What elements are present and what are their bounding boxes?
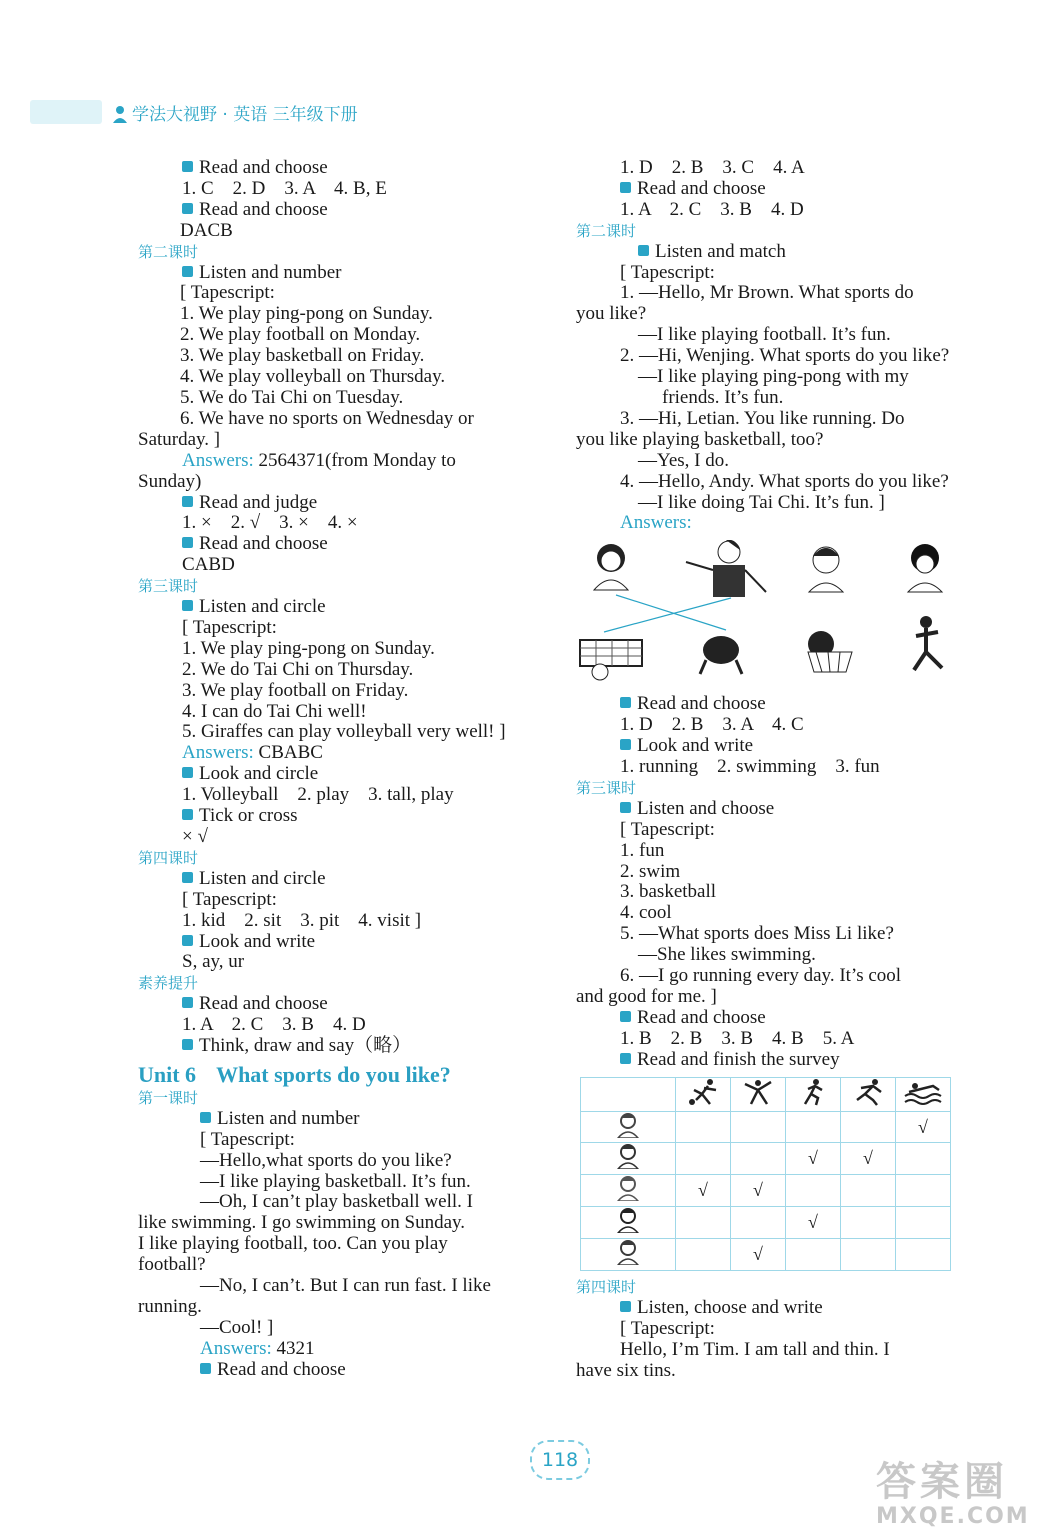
text-line: 1. A 2. C 3. B 4. D (620, 198, 804, 220)
text-line: 1. fun (620, 839, 665, 861)
answers-label: Answers: (620, 512, 692, 534)
survey-cell (786, 1111, 841, 1143)
text-line: football? (138, 1254, 206, 1276)
exercise-heading (138, 1360, 538, 1381)
text-line: —I like playing football. It’s fun. (638, 324, 891, 346)
exercise-heading (138, 534, 538, 555)
bullet-square-icon (182, 537, 193, 548)
exercise-heading-text: Listen and circle (199, 867, 326, 889)
survey-cell: √ (786, 1143, 841, 1175)
text-line: 1. D 2. B 3. A 4. C (620, 714, 804, 736)
basketball-player-icon (731, 1077, 786, 1111)
answers-value: CBABC (253, 742, 323, 764)
text-line: —I like playing basketball. It’s fun. (200, 1170, 471, 1192)
bullet-square-icon (200, 1363, 211, 1374)
andy-figure (908, 544, 942, 592)
exercise-heading-text: Tick or cross (199, 805, 298, 827)
listen-and-match-figure (576, 540, 970, 690)
text-line: [ Tapescript: (182, 888, 277, 910)
survey-row (581, 1143, 951, 1175)
child-avatar-icon (581, 1175, 676, 1207)
bullet-square-icon (638, 245, 649, 256)
exercise-heading (576, 736, 970, 757)
text-line: —I like playing ping-pong with my (638, 366, 909, 388)
exercise-heading (138, 764, 538, 785)
answers-label: Answers: (182, 449, 254, 471)
text-line: 1. We play ping-pong on Sunday. (182, 637, 435, 659)
exercise-heading (138, 263, 538, 284)
exercise-heading-text: Read and choose (637, 693, 766, 715)
text-line: S, ay, ur (182, 951, 245, 973)
exercise-heading-text: Read and choose (217, 1358, 346, 1380)
exercise-heading-text: Listen, choose and write (637, 1296, 823, 1318)
answers-line (138, 451, 538, 472)
lesson-heading: 第一课时 (138, 1088, 199, 1107)
exercise-heading (138, 158, 538, 179)
text-line: 4. cool (620, 902, 672, 924)
bullet-square-icon (182, 203, 193, 214)
child-avatar-icon (581, 1239, 676, 1271)
survey-cell (841, 1239, 896, 1271)
exercise-heading-text: Read and choose (637, 1006, 766, 1028)
text-line: running. (138, 1295, 202, 1317)
survey-row (581, 1111, 951, 1143)
exercise-heading-text: Read and choose (199, 157, 328, 178)
text-line: 2. swim (620, 860, 681, 882)
watermark-url: MXQE.COM (876, 1504, 1030, 1529)
text-line: 1. running 2. swimming 3. fun (620, 756, 880, 778)
text-line: [ Tapescript: (620, 1317, 715, 1339)
answers-value: 4321 (271, 1337, 315, 1359)
exercise-heading (138, 493, 538, 514)
survey-cell (896, 1239, 951, 1271)
survey-row (581, 1207, 951, 1239)
bullet-square-icon (182, 1039, 193, 1050)
exercise-heading-text: Listen and match (655, 240, 786, 262)
text-line: —Cool! ] (200, 1316, 274, 1338)
exercise-heading (138, 1109, 538, 1130)
exercise-heading-text: Listen and number (199, 261, 342, 283)
text-line: 1. D 2. B 3. C 4. A (620, 157, 805, 178)
survey-cell (676, 1143, 731, 1175)
basketball-hoop-icon (808, 631, 852, 672)
text-line: —She likes swimming. (638, 944, 816, 966)
sprinter-icon (841, 1077, 896, 1111)
bullet-square-icon (620, 1011, 631, 1022)
child-avatar-icon (581, 1111, 676, 1143)
bullet-square-icon (620, 1301, 631, 1312)
text-line: 3. basketball (620, 881, 717, 903)
exercise-heading (576, 179, 970, 200)
text-line: —No, I can’t. But I can run fast. I like (200, 1275, 491, 1297)
unit-name: What sports do you like? (216, 1061, 451, 1087)
text-line: CABD (182, 554, 235, 576)
unit-number: Unit 6 (138, 1061, 197, 1087)
text-line: 1. × 2. √ 3. × 4. × (182, 512, 358, 534)
bullet-square-icon (182, 809, 193, 820)
lesson-heading: 素养提升 (138, 974, 199, 993)
survey-cell: √ (841, 1143, 896, 1175)
text-line: [ Tapescript: (620, 818, 715, 840)
text-line: 1. Volleyball 2. play 3. tall, play (182, 784, 454, 806)
lesson-heading: 第二课时 (576, 221, 637, 240)
exercise-heading-text: Look and write (199, 930, 316, 952)
text-line: Hello, I’m Tim. I am tall and thin. I (620, 1338, 890, 1360)
text-line: 5. We do Tai Chi on Tuesday. (180, 386, 404, 408)
survey-cell (841, 1175, 896, 1207)
text-line: Sunday) (138, 470, 202, 492)
exercise-heading (138, 200, 538, 221)
text-line: 4. I can do Tai Chi well! (182, 700, 367, 722)
text-line: 6. —I go running every day. It’s cool (620, 965, 902, 987)
text-line: 3. —Hi, Letian. You like running. Do (620, 407, 905, 429)
header-decoration (30, 100, 102, 124)
exercise-heading-text: Read and choose (199, 198, 328, 220)
text-line: [ Tapescript: (200, 1128, 295, 1150)
survey-cell (731, 1111, 786, 1143)
bullet-square-icon (182, 872, 193, 883)
header-title: 学法大视野 · 英语 三年级下册 (132, 105, 358, 125)
survey-cell (896, 1143, 951, 1175)
exercise-heading (576, 799, 970, 820)
text-line: DACB (180, 219, 233, 241)
bullet-square-icon (620, 1053, 631, 1064)
tai-chi-figure-icon (914, 616, 942, 670)
survey-cell (676, 1111, 731, 1143)
exercise-heading (138, 597, 538, 618)
swimmer-icon (896, 1077, 951, 1111)
survey-cell (896, 1207, 951, 1239)
exercise-heading-text: Listen and choose (637, 797, 775, 819)
exercise-heading-text: Read and finish the survey (637, 1048, 840, 1070)
exercise-heading (576, 1008, 970, 1029)
text-line: [ Tapescript: (620, 261, 715, 283)
bullet-square-icon (182, 935, 193, 946)
text-line: I like playing football, too. Can you play (138, 1233, 448, 1255)
lesson-heading: 第四课时 (576, 1278, 637, 1297)
football-goal-icon (580, 640, 642, 680)
answers-label: Answers: (200, 1337, 272, 1359)
mr-brown-figure (686, 540, 766, 597)
bullet-square-icon (620, 739, 631, 750)
text-line: Saturday. ] (138, 428, 221, 450)
survey-cell (841, 1207, 896, 1239)
text-line: 1. We play ping-pong on Sunday. (180, 303, 433, 325)
exercise-heading-text: Think, draw and say（略） (199, 1035, 412, 1057)
text-line: 2. We play football on Monday. (180, 324, 421, 346)
page-number: 118 (530, 1440, 590, 1480)
survey-cell: √ (731, 1239, 786, 1271)
match-line (604, 598, 731, 632)
text-line: 1. kid 2. sit 3. pit 4. visit ] (182, 909, 422, 931)
survey-cell (841, 1111, 896, 1143)
text-line: 4. —Hello, Andy. What sports do you like? (620, 470, 949, 492)
text-line: —Oh, I can’t play basketball well. I (200, 1191, 473, 1213)
survey-cell: √ (786, 1207, 841, 1239)
text-line: 6. We have no sports on Wednesday or (180, 407, 474, 429)
text-line: —Hello,what sports do you like? (200, 1149, 452, 1171)
text-line: × √ (182, 826, 208, 847)
text-line: 4. We play volleyball on Thursday. (180, 366, 446, 388)
exercise-heading (138, 806, 538, 827)
answers-line (576, 513, 970, 534)
lesson-heading: 第三课时 (576, 778, 637, 797)
text-line: 5. Giraffes can play volleyball very well! ] (182, 721, 506, 743)
answers-value: 2564371(from Monday to (253, 449, 456, 471)
exercise-heading (138, 1036, 538, 1057)
survey-cell (731, 1207, 786, 1239)
text-line: [ Tapescript: (180, 282, 275, 304)
survey-row (581, 1175, 951, 1207)
bullet-square-icon (182, 266, 193, 277)
text-line: you like? (576, 303, 647, 325)
lesson-heading: 第二课时 (138, 242, 199, 261)
exercise-heading (138, 994, 538, 1015)
exercise-heading-text: Read and choose (637, 177, 766, 199)
bullet-square-icon (182, 161, 193, 172)
left-column (138, 158, 538, 1381)
text-line: you like playing basketball, too? (576, 428, 824, 450)
watermark (876, 1460, 1030, 1529)
exercise-heading (138, 869, 538, 890)
exercise-heading-text: Read and choose (199, 993, 328, 1015)
text-line: 1. A 2. C 3. B 4. D (182, 1014, 366, 1036)
runner-icon (786, 1077, 841, 1111)
answers-line (138, 1339, 538, 1360)
girl-figure (594, 544, 628, 590)
text-line: —Yes, I do. (638, 449, 729, 471)
text-line: and good for me. ] (576, 986, 717, 1007)
survey-cell (676, 1207, 731, 1239)
text-line: 2. —Hi, Wenjing. What sports do you like? (620, 345, 950, 367)
survey-cell (786, 1239, 841, 1271)
text-line: 1. —Hello, Mr Brown. What sports do (620, 282, 914, 304)
survey-cell: √ (896, 1111, 951, 1143)
text-line: friends. It’s fun. (662, 386, 784, 408)
text-line: like swimming. I go swimming on Sunday. (138, 1212, 466, 1234)
bullet-square-icon (182, 767, 193, 778)
survey-cell: √ (676, 1175, 731, 1207)
text-line: have six tins. (576, 1359, 676, 1381)
exercise-heading (576, 242, 970, 263)
ping-pong-table-icon (700, 636, 742, 674)
exercise-heading-text: Listen and circle (199, 596, 326, 618)
football-player-icon (676, 1077, 731, 1111)
boy-figure (809, 547, 843, 592)
student-icon (112, 105, 128, 123)
child-avatar-icon (581, 1143, 676, 1175)
survey-cell (731, 1143, 786, 1175)
unit-title (138, 1061, 538, 1087)
bullet-square-icon (182, 600, 193, 611)
bullet-square-icon (620, 697, 631, 708)
exercise-heading (576, 694, 970, 715)
text-line: [ Tapescript: (182, 616, 277, 638)
exercise-heading (576, 1050, 970, 1071)
text-line: 5. —What sports does Miss Li like? (620, 923, 894, 945)
exercise-heading-text: Look and write (637, 735, 754, 757)
bullet-square-icon (200, 1112, 211, 1123)
bullet-square-icon (182, 496, 193, 507)
exercise-heading-text: Read and choose (199, 533, 328, 555)
child-avatar-icon (581, 1207, 676, 1239)
page-header (112, 100, 358, 125)
exercise-heading-text: Listen and number (217, 1107, 360, 1129)
text-line: 1. C 2. D 3. A 4. B, E (182, 177, 387, 199)
text-line: 1. B 2. B 3. B 4. B 5. A (620, 1027, 855, 1049)
text-line: 3. We play football on Friday. (182, 679, 409, 701)
exercise-heading (138, 932, 538, 953)
text-line: —I like doing Tai Chi. It’s fun. ] (638, 491, 885, 513)
right-column (576, 158, 970, 1382)
survey-row (581, 1239, 951, 1271)
bullet-square-icon (182, 997, 193, 1008)
survey-cell: √ (731, 1175, 786, 1207)
bullet-square-icon (620, 802, 631, 813)
survey-cell (896, 1175, 951, 1207)
lesson-heading: 第三课时 (138, 577, 199, 596)
lesson-heading: 第四课时 (138, 848, 199, 867)
text-line: 2. We do Tai Chi on Thursday. (182, 658, 414, 680)
bullet-square-icon (620, 182, 631, 193)
exercise-heading-text: Look and circle (199, 763, 319, 785)
exercise-heading (576, 1298, 970, 1319)
answers-label: Answers: (182, 742, 254, 764)
survey-cell (676, 1239, 731, 1271)
watermark-title: 答案圈 (876, 1459, 1008, 1505)
text-line: 3. We play basketball on Friday. (180, 345, 425, 367)
survey-cell (786, 1175, 841, 1207)
answers-line (138, 743, 538, 764)
exercise-heading-text: Read and judge (199, 491, 318, 513)
survey-table (580, 1077, 951, 1271)
